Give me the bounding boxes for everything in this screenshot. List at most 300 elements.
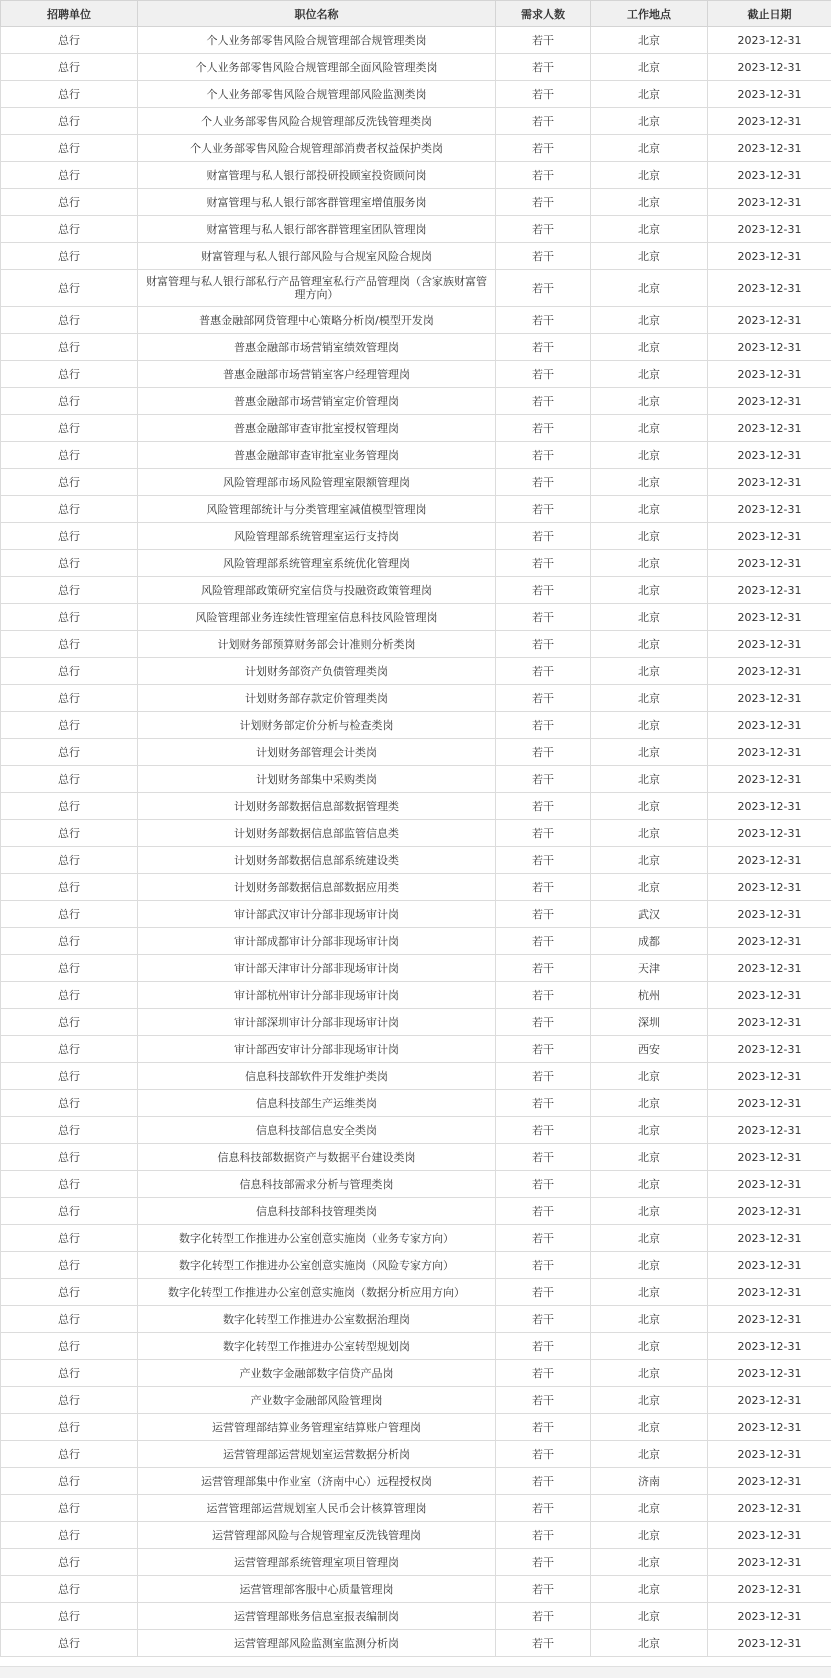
position-name-cell: 风险管理部统计与分类管理室减值模型管理岗	[138, 496, 496, 523]
headcount-cell: 若干	[496, 577, 591, 604]
work-location-cell: 北京	[591, 523, 708, 550]
position-name-cell: 计划财务部预算财务部会计准则分析类岗	[138, 631, 496, 658]
recruiting-unit-cell: 总行	[1, 1441, 138, 1468]
deadline-cell: 2023-12-31	[708, 1468, 831, 1495]
headcount-cell: 若干	[496, 1630, 591, 1657]
header-deadline: 截止日期	[708, 1, 831, 27]
table-row	[1, 1495, 831, 1522]
deadline-cell: 2023-12-31	[708, 334, 831, 361]
deadline-cell: 2023-12-31	[708, 1414, 831, 1441]
work-location-cell: 北京	[591, 81, 708, 108]
recruiting-unit-cell: 总行	[1, 1144, 138, 1171]
recruiting-unit-cell: 总行	[1, 577, 138, 604]
headcount-cell: 若干	[496, 1144, 591, 1171]
recruiting-unit-cell: 总行	[1, 631, 138, 658]
work-location-cell: 北京	[591, 1414, 708, 1441]
headcount-cell: 若干	[496, 523, 591, 550]
work-location-cell: 北京	[591, 216, 708, 243]
deadline-cell: 2023-12-31	[708, 1036, 831, 1063]
headcount-cell: 若干	[496, 793, 591, 820]
headcount-cell: 若干	[496, 712, 591, 739]
position-name-cell: 财富管理与私人银行部投研投顾室投资顾问岗	[138, 162, 496, 189]
recruiting-unit-cell: 总行	[1, 739, 138, 766]
recruiting-unit-cell: 总行	[1, 820, 138, 847]
headcount-cell: 若干	[496, 442, 591, 469]
table-row	[1, 982, 831, 1009]
headcount-cell: 若干	[496, 1306, 591, 1333]
work-location-cell: 北京	[591, 820, 708, 847]
headcount-cell: 若干	[496, 1225, 591, 1252]
work-location-cell: 北京	[591, 334, 708, 361]
recruiting-unit-cell: 总行	[1, 550, 138, 577]
position-name-cell: 运营管理部账务信息室报表编制岗	[138, 1603, 496, 1630]
work-location-cell: 成都	[591, 928, 708, 955]
table-row	[1, 712, 831, 739]
table-row	[1, 901, 831, 928]
deadline-cell: 2023-12-31	[708, 1306, 831, 1333]
table-row	[1, 388, 831, 415]
work-location-cell: 北京	[591, 189, 708, 216]
table-row	[1, 54, 831, 81]
table-row	[1, 739, 831, 766]
headcount-cell: 若干	[496, 1171, 591, 1198]
recruiting-unit-cell: 总行	[1, 1063, 138, 1090]
work-location-cell: 北京	[591, 1198, 708, 1225]
recruiting-unit-cell: 总行	[1, 1495, 138, 1522]
table-row	[1, 1468, 831, 1495]
work-location-cell: 北京	[591, 1252, 708, 1279]
position-name-cell: 个人业务部零售风险合规管理部消费者权益保护类岗	[138, 135, 496, 162]
deadline-cell: 2023-12-31	[708, 1225, 831, 1252]
header-headcount: 需求人数	[496, 1, 591, 27]
deadline-cell: 2023-12-31	[708, 604, 831, 631]
work-location-cell: 北京	[591, 1495, 708, 1522]
work-location-cell: 北京	[591, 1549, 708, 1576]
header-recruiting-unit: 招聘单位	[1, 1, 138, 27]
deadline-cell: 2023-12-31	[708, 1630, 831, 1657]
table-row	[1, 658, 831, 685]
work-location-cell: 北京	[591, 135, 708, 162]
headcount-cell: 若干	[496, 1387, 591, 1414]
work-location-cell: 北京	[591, 108, 708, 135]
headcount-cell: 若干	[496, 1495, 591, 1522]
deadline-cell: 2023-12-31	[708, 1387, 831, 1414]
recruiting-unit-cell: 总行	[1, 27, 138, 54]
headcount-cell: 若干	[496, 388, 591, 415]
headcount-cell: 若干	[496, 1063, 591, 1090]
position-name-cell: 运营管理部集中作业室（济南中心）远程授权岗	[138, 1468, 496, 1495]
headcount-cell: 若干	[496, 631, 591, 658]
table-row	[1, 685, 831, 712]
work-location-cell: 北京	[591, 793, 708, 820]
table-row	[1, 1549, 831, 1576]
work-location-cell: 北京	[591, 712, 708, 739]
position-name-cell: 普惠金融部审查审批室业务管理岗	[138, 442, 496, 469]
work-location-cell: 北京	[591, 1090, 708, 1117]
work-location-cell: 北京	[591, 685, 708, 712]
table-row	[1, 928, 831, 955]
recruiting-unit-cell: 总行	[1, 928, 138, 955]
headcount-cell: 若干	[496, 1576, 591, 1603]
position-name-cell: 计划财务部数据信息部数据应用类	[138, 874, 496, 901]
deadline-cell: 2023-12-31	[708, 1603, 831, 1630]
headcount-cell: 若干	[496, 955, 591, 982]
recruiting-unit-cell: 总行	[1, 270, 138, 307]
recruiting-unit-cell: 总行	[1, 1630, 138, 1657]
deadline-cell: 2023-12-31	[708, 631, 831, 658]
recruiting-unit-cell: 总行	[1, 1036, 138, 1063]
headcount-cell: 若干	[496, 307, 591, 334]
deadline-cell: 2023-12-31	[708, 712, 831, 739]
deadline-cell: 2023-12-31	[708, 766, 831, 793]
position-name-cell: 计划财务部数据信息部监管信息类	[138, 820, 496, 847]
table-row	[1, 1198, 831, 1225]
deadline-cell: 2023-12-31	[708, 982, 831, 1009]
work-location-cell: 北京	[591, 766, 708, 793]
table-row	[1, 243, 831, 270]
position-name-cell: 计划财务部数据信息部数据管理类	[138, 793, 496, 820]
table-row	[1, 135, 831, 162]
headcount-cell: 若干	[496, 1009, 591, 1036]
table-row	[1, 189, 831, 216]
position-name-cell: 风险管理部业务连续性管理室信息科技风险管理岗	[138, 604, 496, 631]
position-name-cell: 审计部西安审计分部非现场审计岗	[138, 1036, 496, 1063]
position-name-cell: 信息科技部生产运维类岗	[138, 1090, 496, 1117]
deadline-cell: 2023-12-31	[708, 1279, 831, 1306]
work-location-cell: 北京	[591, 1576, 708, 1603]
table-body	[1, 27, 831, 1657]
recruiting-unit-cell: 总行	[1, 1009, 138, 1036]
position-name-cell: 个人业务部零售风险合规管理部合规管理类岗	[138, 27, 496, 54]
position-name-cell: 普惠金融部市场营销室客户经理管理岗	[138, 361, 496, 388]
work-location-cell: 北京	[591, 847, 708, 874]
deadline-cell: 2023-12-31	[708, 577, 831, 604]
work-location-cell: 北京	[591, 739, 708, 766]
deadline-cell: 2023-12-31	[708, 1252, 831, 1279]
position-name-cell: 个人业务部零售风险合规管理部风险监测类岗	[138, 81, 496, 108]
position-name-cell: 审计部杭州审计分部非现场审计岗	[138, 982, 496, 1009]
headcount-cell: 若干	[496, 1333, 591, 1360]
headcount-cell: 若干	[496, 1549, 591, 1576]
deadline-cell: 2023-12-31	[708, 415, 831, 442]
table-row	[1, 361, 831, 388]
table-row	[1, 1063, 831, 1090]
position-name-cell: 运营管理部风险监测室监测分析岗	[138, 1630, 496, 1657]
table-row	[1, 334, 831, 361]
position-name-cell: 数字化转型工作推进办公室创意实施岗（数据分析应用方向）	[138, 1279, 496, 1306]
recruiting-unit-cell: 总行	[1, 793, 138, 820]
table-row	[1, 1576, 831, 1603]
header-work-location: 工作地点	[591, 1, 708, 27]
recruiting-unit-cell: 总行	[1, 415, 138, 442]
deadline-cell: 2023-12-31	[708, 27, 831, 54]
recruiting-unit-cell: 总行	[1, 1603, 138, 1630]
table-row	[1, 793, 831, 820]
table-row	[1, 1171, 831, 1198]
deadline-cell: 2023-12-31	[708, 216, 831, 243]
table-row	[1, 469, 831, 496]
deadline-cell: 2023-12-31	[708, 820, 831, 847]
position-name-cell: 计划财务部定价分析与检查类岗	[138, 712, 496, 739]
work-location-cell: 北京	[591, 1441, 708, 1468]
position-name-cell: 信息科技部软件开发维护类岗	[138, 1063, 496, 1090]
position-name-cell: 信息科技部数据资产与数据平台建设类岗	[138, 1144, 496, 1171]
headcount-cell: 若干	[496, 415, 591, 442]
work-location-cell: 北京	[591, 604, 708, 631]
table-row	[1, 577, 831, 604]
deadline-cell: 2023-12-31	[708, 442, 831, 469]
headcount-cell: 若干	[496, 1036, 591, 1063]
headcount-cell: 若干	[496, 874, 591, 901]
position-name-cell: 产业数字金融部数字信贷产品岗	[138, 1360, 496, 1387]
position-name-cell: 运营管理部运营规划室人民币会计核算管理岗	[138, 1495, 496, 1522]
work-location-cell: 武汉	[591, 901, 708, 928]
position-name-cell: 计划财务部集中采购类岗	[138, 766, 496, 793]
work-location-cell: 北京	[591, 1333, 708, 1360]
deadline-cell: 2023-12-31	[708, 1333, 831, 1360]
table-row	[1, 1306, 831, 1333]
position-name-cell: 审计部天津审计分部非现场审计岗	[138, 955, 496, 982]
headcount-cell: 若干	[496, 81, 591, 108]
recruiting-unit-cell: 总行	[1, 1252, 138, 1279]
work-location-cell: 北京	[591, 54, 708, 81]
headcount-cell: 若干	[496, 27, 591, 54]
position-name-cell: 计划财务部管理会计类岗	[138, 739, 496, 766]
headcount-cell: 若干	[496, 1360, 591, 1387]
deadline-cell: 2023-12-31	[708, 361, 831, 388]
work-location-cell: 北京	[591, 1063, 708, 1090]
position-name-cell: 数字化转型工作推进办公室转型规划岗	[138, 1333, 496, 1360]
recruiting-unit-cell: 总行	[1, 685, 138, 712]
work-location-cell: 北京	[591, 1225, 708, 1252]
position-name-cell: 数字化转型工作推进办公室创意实施岗（业务专家方向）	[138, 1225, 496, 1252]
headcount-cell: 若干	[496, 739, 591, 766]
work-location-cell: 北京	[591, 658, 708, 685]
deadline-cell: 2023-12-31	[708, 658, 831, 685]
recruiting-unit-cell: 总行	[1, 54, 138, 81]
recruiting-unit-cell: 总行	[1, 604, 138, 631]
table-row	[1, 1117, 831, 1144]
table-row	[1, 1414, 831, 1441]
page-bottom-bar	[0, 1666, 831, 1678]
table-row	[1, 1360, 831, 1387]
table-row	[1, 1603, 831, 1630]
recruiting-unit-cell: 总行	[1, 216, 138, 243]
work-location-cell: 北京	[591, 1279, 708, 1306]
position-name-cell: 运营管理部客服中心质量管理岗	[138, 1576, 496, 1603]
headcount-cell: 若干	[496, 361, 591, 388]
position-name-cell: 数字化转型工作推进办公室数据治理岗	[138, 1306, 496, 1333]
headcount-cell: 若干	[496, 1441, 591, 1468]
table-row	[1, 496, 831, 523]
deadline-cell: 2023-12-31	[708, 496, 831, 523]
headcount-cell: 若干	[496, 685, 591, 712]
position-name-cell: 风险管理部系统管理室运行支持岗	[138, 523, 496, 550]
headcount-cell: 若干	[496, 1279, 591, 1306]
work-location-cell: 北京	[591, 631, 708, 658]
table-row	[1, 847, 831, 874]
headcount-cell: 若干	[496, 1603, 591, 1630]
headcount-cell: 若干	[496, 1198, 591, 1225]
table-row	[1, 1036, 831, 1063]
headcount-cell: 若干	[496, 1117, 591, 1144]
table-row	[1, 1144, 831, 1171]
table-row	[1, 766, 831, 793]
deadline-cell: 2023-12-31	[708, 793, 831, 820]
deadline-cell: 2023-12-31	[708, 1009, 831, 1036]
recruiting-unit-cell: 总行	[1, 1306, 138, 1333]
position-name-cell: 数字化转型工作推进办公室创意实施岗（风险专家方向）	[138, 1252, 496, 1279]
headcount-cell: 若干	[496, 270, 591, 307]
recruiting-unit-cell: 总行	[1, 1171, 138, 1198]
position-name-cell: 普惠金融部市场营销室绩效管理岗	[138, 334, 496, 361]
deadline-cell: 2023-12-31	[708, 1495, 831, 1522]
recruiting-unit-cell: 总行	[1, 135, 138, 162]
table-row	[1, 1009, 831, 1036]
table-row	[1, 81, 831, 108]
recruiting-unit-cell: 总行	[1, 712, 138, 739]
table-row	[1, 162, 831, 189]
recruiting-unit-cell: 总行	[1, 1576, 138, 1603]
work-location-cell: 北京	[591, 874, 708, 901]
table-row	[1, 820, 831, 847]
deadline-cell: 2023-12-31	[708, 739, 831, 766]
table-row	[1, 270, 831, 307]
deadline-cell: 2023-12-31	[708, 162, 831, 189]
position-name-cell: 审计部成都审计分部非现场审计岗	[138, 928, 496, 955]
work-location-cell: 北京	[591, 1306, 708, 1333]
headcount-cell: 若干	[496, 550, 591, 577]
deadline-cell: 2023-12-31	[708, 1117, 831, 1144]
work-location-cell: 北京	[591, 496, 708, 523]
position-name-cell: 财富管理与私人银行部客群管理室增值服务岗	[138, 189, 496, 216]
work-location-cell: 北京	[591, 307, 708, 334]
work-location-cell: 杭州	[591, 982, 708, 1009]
work-location-cell: 北京	[591, 388, 708, 415]
deadline-cell: 2023-12-31	[708, 469, 831, 496]
work-location-cell: 北京	[591, 550, 708, 577]
table-row	[1, 1090, 831, 1117]
table-row	[1, 216, 831, 243]
work-location-cell: 北京	[591, 1171, 708, 1198]
headcount-cell: 若干	[496, 928, 591, 955]
deadline-cell: 2023-12-31	[708, 388, 831, 415]
position-name-cell: 产业数字金融部风险管理岗	[138, 1387, 496, 1414]
table-row	[1, 442, 831, 469]
deadline-cell: 2023-12-31	[708, 1198, 831, 1225]
recruiting-unit-cell: 总行	[1, 162, 138, 189]
deadline-cell: 2023-12-31	[708, 955, 831, 982]
recruiting-unit-cell: 总行	[1, 847, 138, 874]
headcount-cell: 若干	[496, 901, 591, 928]
table-row	[1, 955, 831, 982]
deadline-cell: 2023-12-31	[708, 1522, 831, 1549]
recruiting-unit-cell: 总行	[1, 1549, 138, 1576]
work-location-cell: 北京	[591, 1603, 708, 1630]
headcount-cell: 若干	[496, 604, 591, 631]
deadline-cell: 2023-12-31	[708, 1441, 831, 1468]
table-row	[1, 1522, 831, 1549]
work-location-cell: 北京	[591, 1360, 708, 1387]
table-row	[1, 1279, 831, 1306]
position-name-cell: 信息科技部信息安全类岗	[138, 1117, 496, 1144]
recruiting-unit-cell: 总行	[1, 523, 138, 550]
headcount-cell: 若干	[496, 469, 591, 496]
headcount-cell: 若干	[496, 162, 591, 189]
recruiting-unit-cell: 总行	[1, 1279, 138, 1306]
recruiting-unit-cell: 总行	[1, 334, 138, 361]
table-row	[1, 1225, 831, 1252]
headcount-cell: 若干	[496, 1522, 591, 1549]
position-name-cell: 运营管理部运营规划室运营数据分析岗	[138, 1441, 496, 1468]
recruiting-unit-cell: 总行	[1, 1360, 138, 1387]
deadline-cell: 2023-12-31	[708, 1549, 831, 1576]
work-location-cell: 北京	[591, 577, 708, 604]
table-row	[1, 874, 831, 901]
deadline-cell: 2023-12-31	[708, 135, 831, 162]
work-location-cell: 北京	[591, 1522, 708, 1549]
deadline-cell: 2023-12-31	[708, 928, 831, 955]
position-name-cell: 风险管理部政策研究室信贷与投融资政策管理岗	[138, 577, 496, 604]
recruiting-unit-cell: 总行	[1, 874, 138, 901]
position-name-cell: 普惠金融部审查审批室授权管理岗	[138, 415, 496, 442]
headcount-cell: 若干	[496, 54, 591, 81]
position-name-cell: 财富管理与私人银行部客群管理室团队管理岗	[138, 216, 496, 243]
deadline-cell: 2023-12-31	[708, 270, 831, 307]
recruiting-unit-cell: 总行	[1, 901, 138, 928]
work-location-cell: 北京	[591, 243, 708, 270]
headcount-cell: 若干	[496, 135, 591, 162]
recruiting-unit-cell: 总行	[1, 1414, 138, 1441]
headcount-cell: 若干	[496, 847, 591, 874]
table-row	[1, 631, 831, 658]
recruiting-unit-cell: 总行	[1, 766, 138, 793]
work-location-cell: 北京	[591, 469, 708, 496]
deadline-cell: 2023-12-31	[708, 54, 831, 81]
deadline-cell: 2023-12-31	[708, 189, 831, 216]
deadline-cell: 2023-12-31	[708, 685, 831, 712]
headcount-cell: 若干	[496, 1414, 591, 1441]
deadline-cell: 2023-12-31	[708, 307, 831, 334]
headcount-cell: 若干	[496, 334, 591, 361]
recruiting-unit-cell: 总行	[1, 658, 138, 685]
work-location-cell: 北京	[591, 1144, 708, 1171]
table-row	[1, 550, 831, 577]
work-location-cell: 天津	[591, 955, 708, 982]
position-name-cell: 计划财务部资产负债管理类岗	[138, 658, 496, 685]
recruiting-unit-cell: 总行	[1, 388, 138, 415]
deadline-cell: 2023-12-31	[708, 108, 831, 135]
table-row	[1, 1252, 831, 1279]
headcount-cell: 若干	[496, 243, 591, 270]
recruiting-unit-cell: 总行	[1, 108, 138, 135]
headcount-cell: 若干	[496, 216, 591, 243]
table-row	[1, 108, 831, 135]
deadline-cell: 2023-12-31	[708, 1090, 831, 1117]
recruiting-unit-cell: 总行	[1, 243, 138, 270]
position-name-cell: 运营管理部结算业务管理室结算账户管理岗	[138, 1414, 496, 1441]
deadline-cell: 2023-12-31	[708, 901, 831, 928]
recruiting-unit-cell: 总行	[1, 982, 138, 1009]
position-name-cell: 信息科技部需求分析与管理类岗	[138, 1171, 496, 1198]
work-location-cell: 深圳	[591, 1009, 708, 1036]
deadline-cell: 2023-12-31	[708, 874, 831, 901]
recruiting-unit-cell: 总行	[1, 1387, 138, 1414]
recruiting-unit-cell: 总行	[1, 1198, 138, 1225]
position-name-cell: 运营管理部系统管理室项目管理岗	[138, 1549, 496, 1576]
position-name-cell: 审计部深圳审计分部非现场审计岗	[138, 1009, 496, 1036]
recruiting-unit-cell: 总行	[1, 1090, 138, 1117]
